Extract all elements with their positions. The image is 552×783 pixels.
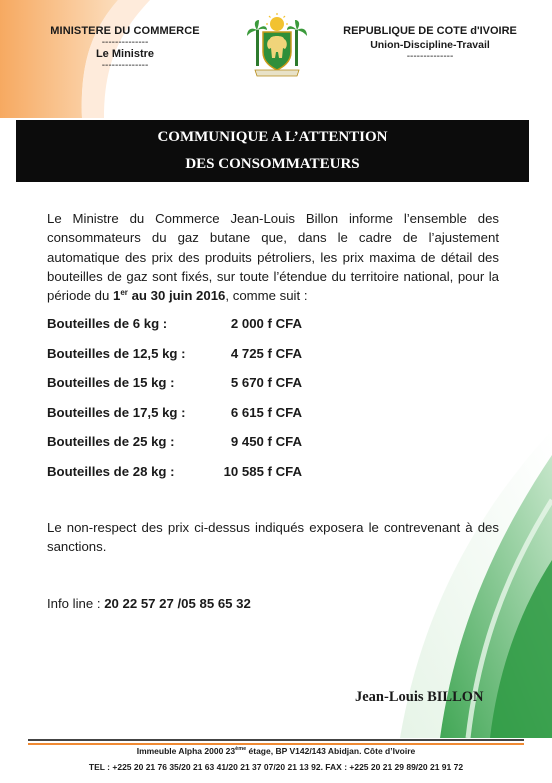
sanction-warning: Le non-respect des prix ci-dessus indiqués exposera le contrevenant à des sanctions. xyxy=(47,520,499,555)
bottle-size: Bouteilles de 6 kg : xyxy=(47,316,168,331)
price-row xyxy=(47,316,347,346)
bottle-price: 5 670 f CFA xyxy=(230,375,302,391)
bottle-size: Bouteilles de 25 kg : xyxy=(47,434,175,450)
bottle-price: 6 615 f CFA xyxy=(230,404,302,420)
title-banner xyxy=(16,120,529,182)
national-motto: Union-Discipline-Travail xyxy=(370,39,490,51)
footer-address: Immeuble Alpha 2000 23ème étage, BP V142/143 Abidjan. Côte d’Ivoire xyxy=(136,746,416,756)
bottle-size: Bouteilles de 28 kg : xyxy=(47,463,175,479)
period-end: au 30 juin 2016 xyxy=(127,288,226,304)
header-divider: -------------- xyxy=(101,60,149,71)
bottle-price: 4 725 f CFA xyxy=(230,345,302,361)
country-name: REPUBLIQUE DE COTE d'IVOIRE xyxy=(343,25,517,37)
signature: Jean-Louis BILLON xyxy=(355,689,484,705)
ministry-header xyxy=(30,24,220,70)
price-row xyxy=(47,375,347,405)
bottle-size: Bouteilles de 12,5 kg : xyxy=(47,345,186,361)
period-start: 1er au 30 juin 2016 xyxy=(113,288,226,304)
info-line-numbers: 20 22 57 27 /05 85 65 32 xyxy=(104,596,251,611)
bottle-size: Bouteilles de 17,5 kg : xyxy=(47,404,186,420)
minister-title: Le Ministre xyxy=(95,48,155,60)
intro-paragraph xyxy=(47,209,499,305)
price-list xyxy=(47,316,347,494)
country-header xyxy=(330,24,530,61)
bottle-price: 9 450 f CFA xyxy=(230,434,302,450)
coat-of-arms-icon xyxy=(247,12,307,78)
intro-tail: , comme suit : xyxy=(225,288,308,304)
footer-superscript: ème xyxy=(235,746,247,752)
title-line-2: DES CONSOMMATEURS xyxy=(185,156,360,172)
bottle-price: 10 585 f CFA xyxy=(223,463,302,479)
footer-divider-accent xyxy=(28,743,524,745)
ministry-name: MINISTERE DU COMMERCE xyxy=(50,25,200,37)
price-row xyxy=(47,405,347,435)
header-divider: -------------- xyxy=(406,51,454,62)
footer-phones: TEL : +225 20 21 76 35/20 21 63 41/20 21 37 07/20 21 13 92. FAX : +225 20 21 29 89/20 21 91 72 xyxy=(88,762,464,772)
header-divider: -------------- xyxy=(101,37,149,48)
bottle-size: Bouteilles de 15 kg : xyxy=(47,375,175,391)
bottle-price: 2 000 f CFA xyxy=(230,316,302,331)
info-line-label: Info line : xyxy=(47,596,105,611)
price-row xyxy=(47,434,347,464)
footer-divider xyxy=(28,739,524,741)
price-row xyxy=(47,346,347,376)
price-row xyxy=(47,464,347,494)
period-superscript: er xyxy=(120,288,128,298)
info-line xyxy=(47,596,251,611)
intro-text: Le Ministre du Commerce Jean-Louis Billon informe l’ensemble des consommateurs du gaz butane que, dans le cadre de l’ajustement automatique des prix des produits pétroliers, les prix maxima de détail des bouteilles de gaz sont fixés, sur toute l’étendue du territoire national, pour la période du xyxy=(47,211,499,304)
title-line-1: COMMUNIQUE A L’ATTENTION xyxy=(157,129,388,145)
